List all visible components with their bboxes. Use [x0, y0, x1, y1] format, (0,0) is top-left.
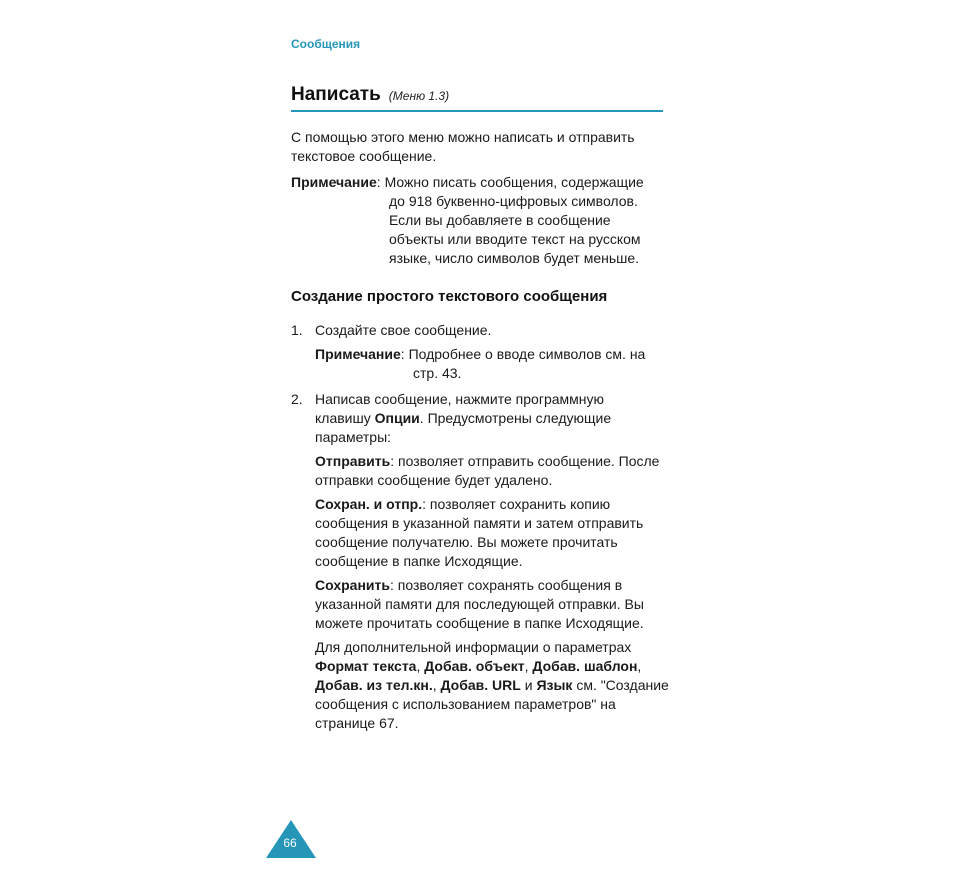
more-info-text: Для дополнительной информации о параметрах [315, 639, 632, 655]
more-info-paragraph: Для дополнительной информации о параметрах Формат текста, Добав. объект, Добав. шаблон, Добав. из тел.кн., Добав. URL и Язык см. "Создание сообщения с использованием параметров" на странице 67. [315, 639, 669, 731]
more-info-text: и [524, 677, 533, 693]
param-name: Добав. объект [424, 658, 525, 674]
note-line: языке, число символов будет меньше. [389, 250, 640, 266]
step-note: Примечание: Подробнее о вводе символов см. на стр. 43. [315, 345, 670, 383]
note-line: Можно писать сообщения, содержащие [384, 174, 644, 190]
intro-paragraph: С помощью этого меню можно написать и отправить текстовое сообщение. [291, 129, 635, 164]
param-name: Язык [536, 677, 573, 693]
note-block: Примечание: Можно писать сообщения, содержащие до 918 буквенно-цифровых символов. Если вы добавляете в сообщение объекты или вводите текст на русском языке, число символов будет меньше. [291, 173, 671, 268]
step-line: клавишу [315, 410, 371, 426]
step-text [315, 390, 670, 447]
param-name: Добав. из тел.кн. [315, 677, 433, 693]
options-key: Опции [374, 410, 420, 426]
param-name: Формат текста [315, 658, 417, 674]
step-line: параметры: [315, 429, 392, 445]
option-item [315, 452, 670, 490]
step-text: Создайте свое сообщение. [315, 322, 492, 338]
more-info-text: см. "Создание сообщения с использованием параметров" на странице 67. [315, 677, 669, 731]
note-label: Примечание [291, 174, 377, 190]
option-label: Отправить [315, 453, 391, 469]
section-label: Сообщения [291, 37, 361, 51]
param-name: Добав. URL [440, 677, 521, 693]
note-line: стр. 43. [413, 365, 462, 381]
option-label: Сохранить [315, 577, 390, 593]
option-label: Сохран. и отпр. [315, 496, 423, 512]
option-item [315, 576, 670, 633]
step-number: 2. [291, 391, 303, 407]
option-description: : позволяет сохранить копию сообщения в указанной памяти и затем отправить сообщение получателю. Вы можете прочитать сообщение в папке Исходящие. [315, 496, 644, 569]
title-row [291, 84, 663, 112]
option-item [315, 495, 670, 571]
note-line: до 918 буквенно-цифровых символов. [389, 193, 638, 209]
param-name: Добав. шаблон [532, 658, 638, 674]
page-title: Написать [291, 84, 381, 105]
note-line: Подробнее о вводе символов см. на [408, 346, 646, 362]
note-line: объекты или вводите текст на русском [389, 231, 641, 247]
subheading: Создание простого текстового сообщения [291, 288, 608, 305]
option-description: : позволяет отправить сообщение. После отправки сообщение будет удалено. [315, 453, 660, 488]
page-number: 66 [283, 836, 297, 850]
option-description: : позволяет сохранять сообщения в указанной памяти для последующей отправки. Вы можете прочитать сообщение в папке Исходящие. [315, 577, 644, 631]
note-label: Примечание [315, 346, 401, 362]
step-line: Написав сообщение, нажмите программную [315, 391, 604, 407]
note-line: Если вы добавляете в сообщение [389, 212, 611, 228]
step-line: . Предусмотрены следующие [419, 410, 612, 426]
step-number: 1. [291, 322, 303, 338]
menu-reference: (Меню 1.3) [388, 89, 450, 103]
